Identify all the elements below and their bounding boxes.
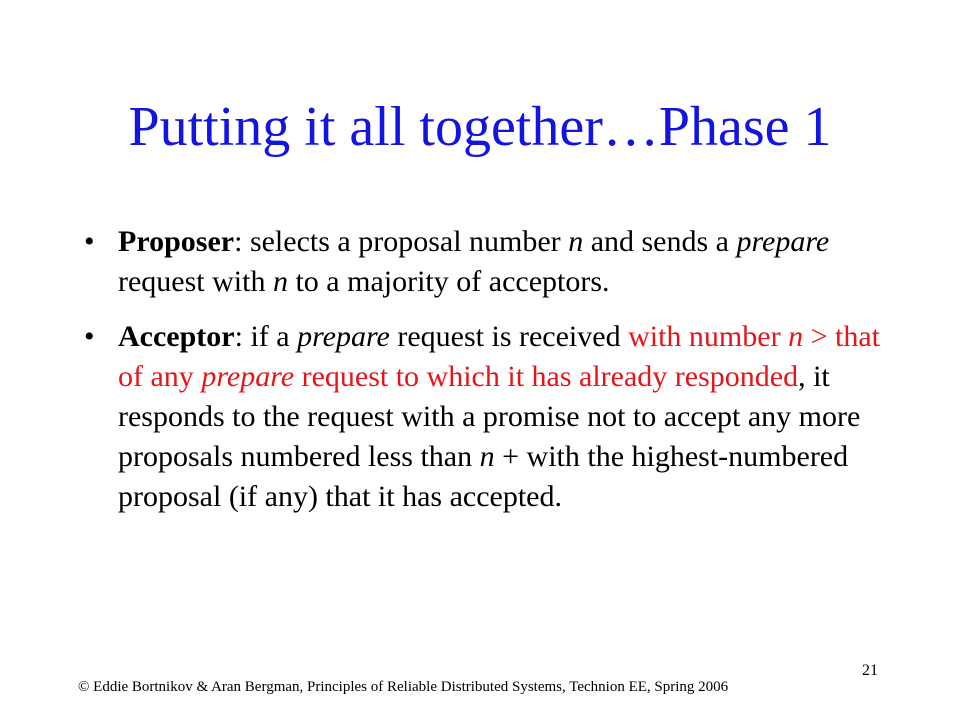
prepare-term: prepare [736,225,830,258]
proposer-label: Proposer [118,225,235,258]
highlight-text: > that of any [118,320,880,393]
prepare-term: prepare [297,320,390,353]
prepare-term: prepare [201,360,295,393]
bullet-text: request with [118,265,273,298]
footer-text: Eddie Bortnikov & Aran Bergman, Principles of Reliable Distributed Systems, Technion EE, Spring 2006 [89,679,729,695]
bullet-icon: • [84,225,95,258]
bullet-text: if a [250,320,298,353]
variable-n: n [568,225,584,258]
bullet-list [80,222,880,532]
variable-n: n [788,320,804,353]
variable-n: n [272,265,288,298]
bullet-icon: • [84,320,95,353]
slide-title: Putting it all together…Phase 1 [128,96,832,158]
bullet-text: to a majority of acceptors. [287,265,610,298]
bullet-text: and sends a [583,225,737,258]
highlight-text: with number [628,320,789,353]
bullet-text: + with the highest-numbered proposal (if any) that it has accepted. [118,440,849,513]
highlight-text: request to which it has already responded [294,360,799,393]
bullet-text: request is received [389,320,629,353]
bullet-proposer [80,222,880,302]
copyright-icon: © [78,679,90,695]
colon: : [234,225,250,258]
colon: : [234,320,251,353]
bullet-text: selects a proposal number [249,225,569,258]
acceptor-label: Acceptor [118,320,235,353]
footer-copyright [78,678,728,696]
variable-n: n [479,440,495,473]
bullet-acceptor [80,317,880,517]
bullet-text: , it responds to the request with a promise not to accept any more proposals numbered less than [118,360,861,473]
page-number: 21 [862,662,878,679]
